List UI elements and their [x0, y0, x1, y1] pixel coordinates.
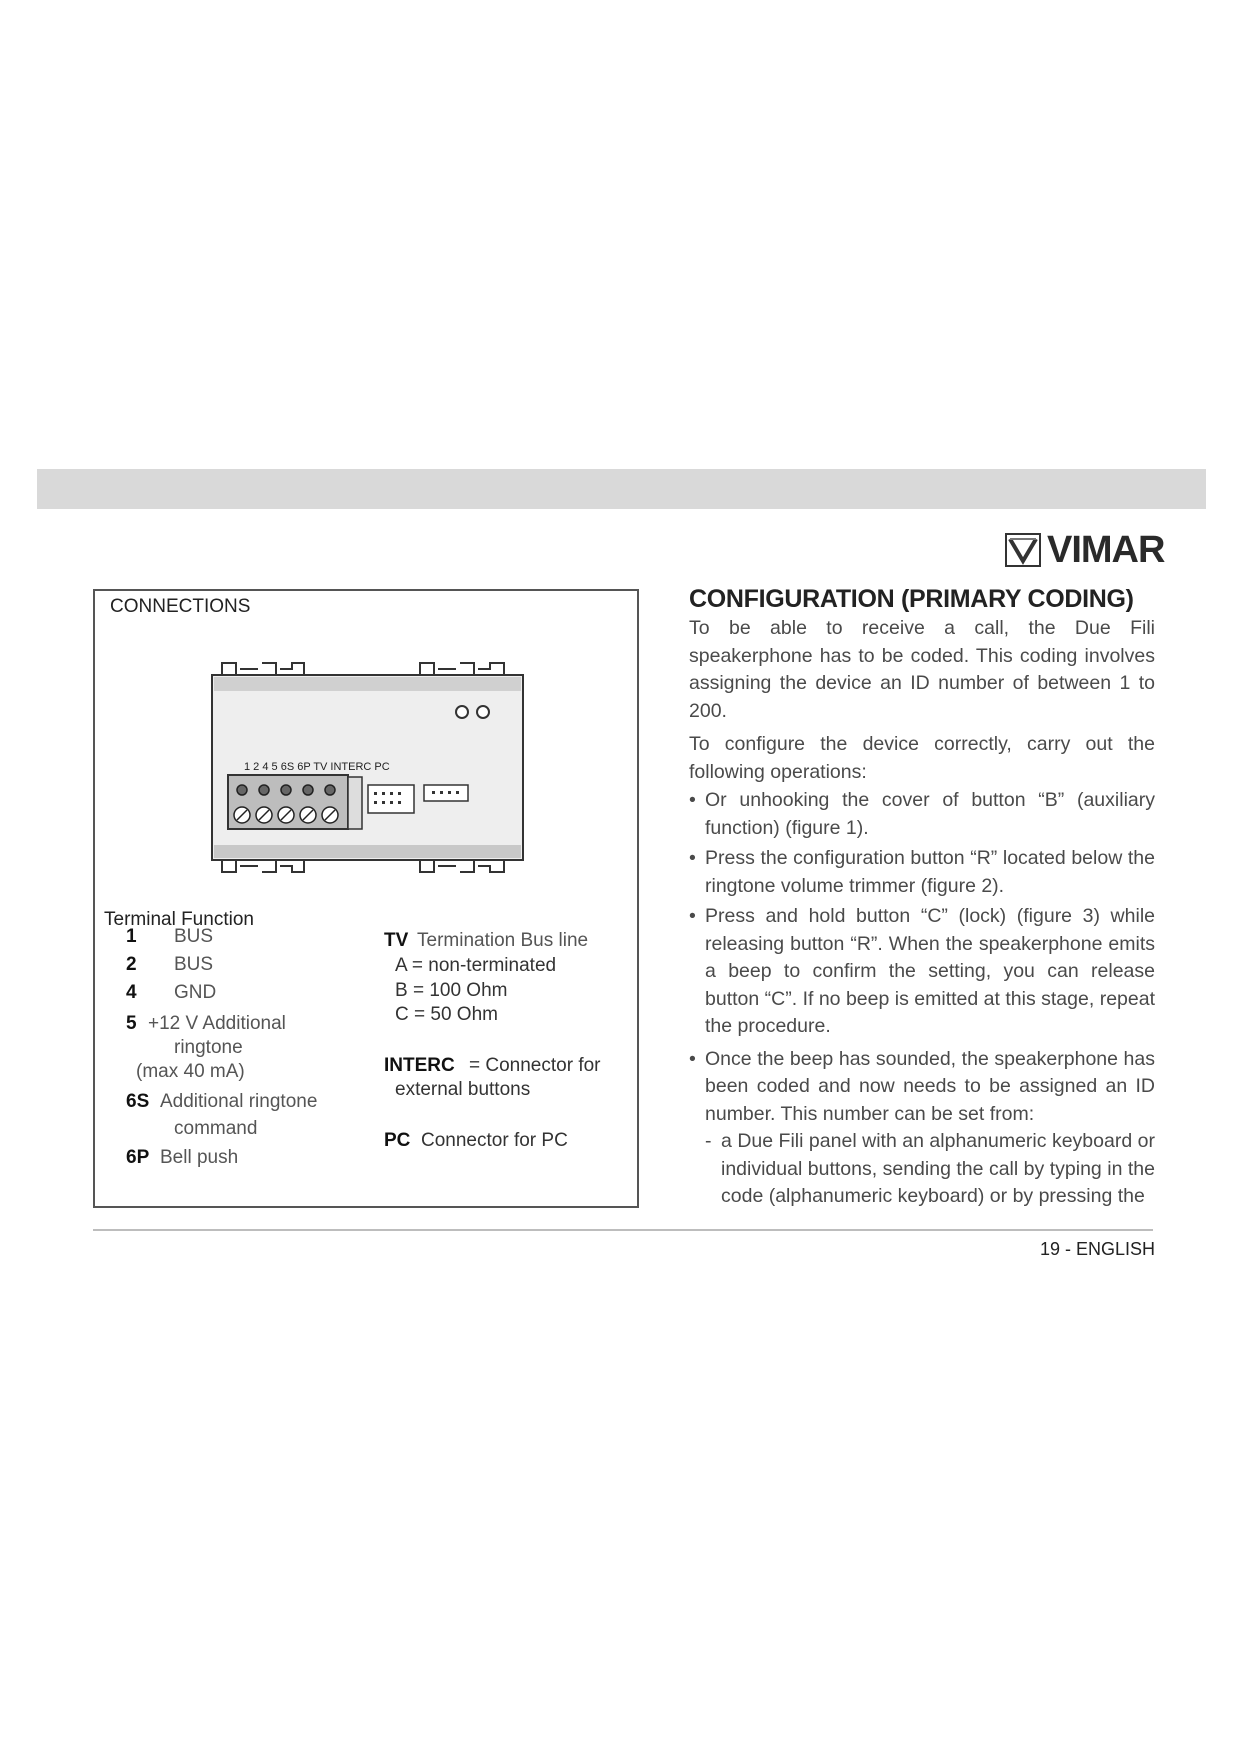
terminal-desc: command	[174, 1118, 258, 1139]
list-item	[689, 903, 1155, 1041]
configuration-intro-2: To configure the device correctly, carry out the following operations:	[689, 733, 1155, 783]
tv-option-b: B = 100 Ohm	[395, 980, 508, 1001]
bullet-text: Or unhooking the cover of button “B” (auxiliary function) (figure 1).	[705, 789, 1155, 839]
tv-code: TV	[384, 930, 409, 951]
terminal-desc: Additional ringtone	[160, 1091, 318, 1112]
bullet-mark: •	[689, 905, 696, 927]
terminal-desc: +12 V Additional	[148, 1013, 286, 1034]
interc-code: INTERC	[384, 1055, 455, 1076]
configuration-intro: To be able to receive a call, the Due Fili speakerphone has to be coded. This coding involves assigning the device an ID number of between 1 to 200.	[689, 617, 1155, 722]
logo-text: VIMAR	[1047, 528, 1165, 571]
terminal-labels: 1 2 4 5 6S 6P TV INTERC PC	[244, 761, 390, 773]
bullet-mark: •	[689, 789, 696, 811]
terminal-desc: (max 40 mA)	[136, 1061, 245, 1082]
tv-option-c: C = 50 Ohm	[395, 1004, 498, 1025]
dash-mark: -	[705, 1130, 712, 1152]
footer-rule	[93, 1229, 1153, 1231]
terminal-desc: GND	[174, 982, 217, 1003]
terminal-row: 6S	[126, 1091, 150, 1112]
terminal-row: 2	[126, 954, 137, 975]
bullet-text: Press the configuration button “R” located below the ringtone volume trimmer (figure 2).	[705, 847, 1155, 897]
terminal-function-title: Terminal Function	[104, 909, 254, 930]
header-band	[37, 469, 1206, 509]
list-item	[689, 1046, 1155, 1129]
terminal-row: 1	[126, 926, 137, 947]
terminal-desc: ringtone	[174, 1037, 243, 1058]
bullet-mark: •	[689, 847, 696, 869]
list-item	[689, 845, 1155, 900]
configuration-section	[689, 585, 1155, 1211]
terminal-desc: BUS	[174, 954, 214, 975]
list-item	[689, 787, 1155, 842]
terminal-row: 4	[126, 982, 137, 1003]
terminal-row: 5	[126, 1013, 137, 1034]
pc-code: PC	[384, 1130, 411, 1151]
terminal-row: 6P	[126, 1147, 150, 1168]
sub-list-item	[689, 1128, 1155, 1211]
terminal-desc: Bell push	[160, 1147, 239, 1168]
vimar-logo	[1005, 530, 1164, 570]
vimar-emblem-icon	[1005, 533, 1041, 567]
sub-bullet-text: a Due Fili panel with an alphanumeric keyboard or individual buttons, sending the call by typing in the code (alphanumeric keyboard) or by pressing the	[721, 1130, 1155, 1207]
interc-desc-2: external buttons	[395, 1079, 531, 1100]
bullet-text: Once the beep has sounded, the speakerphone has been coded and now needs to be assigned an ID number. This number can be set from:	[705, 1047, 1155, 1125]
bullet-text: Press and hold button “C” (lock) (figure 3) while releasing button “R”. When the speakerphone emits a beep to confirm the setting, you can release button “C”. If no beep is emitted at this stage, repeat the procedure.	[705, 905, 1155, 1037]
bullet-mark: •	[689, 1047, 696, 1070]
pc-desc: Connector for PC	[421, 1130, 568, 1151]
tv-option-a: A = non-terminated	[395, 955, 557, 976]
connections-title: CONNECTIONS	[110, 596, 251, 617]
interc-desc: = Connector for	[469, 1055, 601, 1076]
terminal-desc: BUS	[174, 926, 214, 947]
configuration-title: CONFIGURATION (PRIMARY CODING)	[689, 585, 1134, 613]
tv-desc: Termination Bus line	[417, 930, 589, 951]
device-diagram	[210, 655, 525, 880]
page-number: 19 - ENGLISH	[1040, 1239, 1156, 1259]
